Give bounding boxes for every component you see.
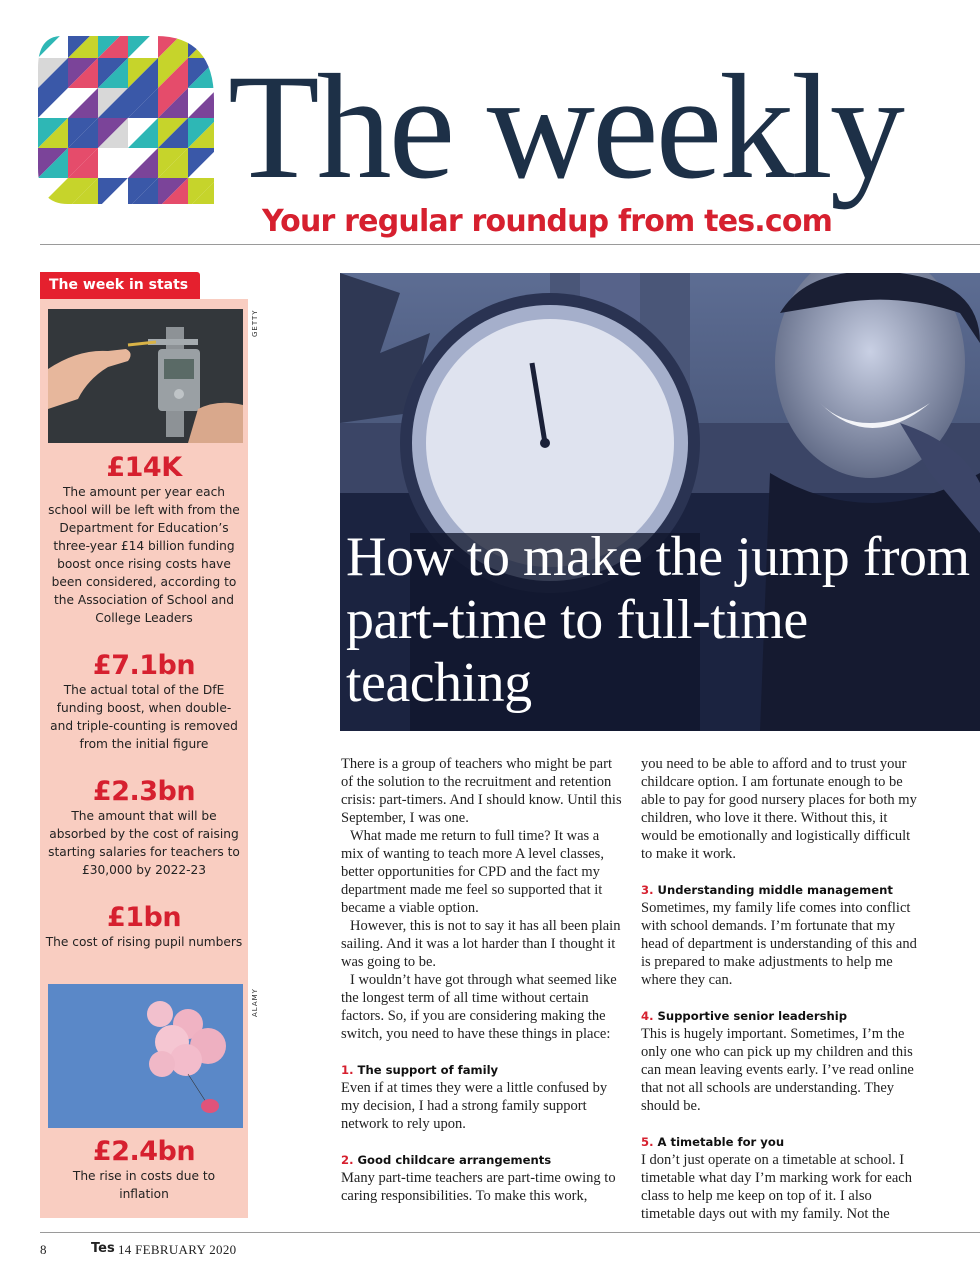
logo-tile — [188, 28, 214, 58]
stat-description: The actual total of the DfE funding boost, when double- and triple-counting is removed from the initial figure — [50, 683, 238, 751]
issue-date: 14 FEBRUARY 2020 — [118, 1242, 237, 1257]
subheading — [641, 1133, 925, 1151]
paragraph: I don’t just operate on a timetable at school. I timetable what day I’m marking work for each class to help me keep on top of it. I also timetable days out with my family. Not the — [641, 1152, 912, 1222]
stat-item — [40, 652, 248, 753]
subheading-text: Good childcare arrangements — [357, 1153, 552, 1167]
stat-description: The amount that will be absorbed by the cost of raising starting salaries for teachers to £30,000 by 2022-23 — [48, 809, 240, 877]
stat-value: £2.4bn — [92, 1136, 196, 1167]
article-column-1 — [341, 755, 625, 1205]
paragraph: Even if at times they were a little confused by my decision, I had a strong family support network to rely upon. — [341, 1080, 608, 1132]
subheading-number: 3. — [641, 883, 654, 897]
balloons-photo — [48, 984, 243, 1128]
subheading-text: Supportive senior leadership — [657, 1009, 848, 1023]
subheading — [341, 1061, 625, 1079]
stat-value: £7.1bn — [92, 650, 196, 681]
stat-item — [40, 454, 248, 627]
subheading-text: Understanding middle management — [657, 883, 893, 897]
subheading — [641, 1007, 925, 1025]
stats-tab-label: The week in stats — [40, 272, 200, 299]
paragraph: There is a group of teachers who might be part of the solution to the recruitment and retention crisis: part-timers. And I should know. Until this September, I was one. — [341, 756, 622, 826]
stat-description: The rise in costs due to inflation — [72, 1169, 216, 1201]
subheading — [341, 1151, 625, 1169]
subheading-text: A timetable for you — [657, 1135, 785, 1149]
masthead-title: The weekly — [228, 44, 902, 210]
masthead-divider — [40, 244, 980, 245]
paragraph: However, this is not to say it has all been plain sailing. And it was a lot harder than I thought it was going to be. — [341, 918, 621, 970]
stat-description: The amount per year each school will be left with from the Department for Education’s three-year £14 billion funding boost once rising costs have been considered, according to the Association of School and College Leaders — [48, 485, 240, 625]
paragraph: Many part-time teachers are part-time owing to caring responsibilities. To make this work, — [341, 1170, 616, 1204]
subheading — [641, 881, 925, 899]
stat-item — [40, 904, 248, 951]
photo2-credit: ALAMY — [251, 988, 259, 1017]
paragraph: What made me return to full time? It was a mix of wanting to teach more A level classes, better opportunities for CPD and the fact my department made me feel so supported that it became a viable option. — [341, 828, 604, 916]
logo-tile — [38, 28, 68, 58]
subheading-number: 2. — [341, 1153, 354, 1167]
stat-value: £1bn — [106, 902, 182, 933]
masthead-subtitle: Your regular roundup from tes.com — [262, 204, 833, 239]
subheading-number: 5. — [641, 1135, 654, 1149]
paragraph: I wouldn’t have got through what seemed like the longest term of all time without certain factors. So, if you are considering making the switch, you need to have these things in place: — [341, 972, 617, 1042]
footer-divider — [40, 1232, 980, 1233]
article-column-2 — [641, 755, 925, 1223]
subheading-text: The support of family — [357, 1063, 499, 1077]
article-headline: How to make the jump from part-time to full-time teaching — [346, 526, 970, 714]
photo1-credit: GETTY — [251, 309, 259, 337]
paragraph: Sometimes, my family life comes into conflict with school demands. I’m fortunate that my head of department is understanding of this and is prepared to make adjustments to help me where they can. — [641, 900, 917, 988]
footer-brand: Tes — [91, 1241, 115, 1256]
caliper-photo — [48, 309, 243, 443]
stat-item — [40, 1138, 248, 1203]
stats-sidebar — [40, 299, 259, 1218]
paragraph: you need to be able to afford and to trust your childcare option. I am fortunate enough to be able to pay for good nursery places for both my children, who love it there. Without this, it would be emotionally and logistically difficult to make it work. — [641, 756, 917, 862]
paragraph: This is hugely important. Sometimes, I’m the only one who can pick up my children and this can mean leaving events early. I’ve read online that not all schools are understanding. They should be. — [641, 1026, 914, 1114]
subheading-number: 1. — [341, 1063, 354, 1077]
stat-item — [40, 778, 248, 879]
subheading-number: 4. — [641, 1009, 654, 1023]
page-number: 8 — [40, 1242, 47, 1257]
tes-logo — [38, 28, 214, 204]
stat-description: The cost of rising pupil numbers — [45, 935, 243, 949]
stat-value: £14K — [106, 452, 182, 483]
stat-value: £2.3bn — [92, 776, 196, 807]
